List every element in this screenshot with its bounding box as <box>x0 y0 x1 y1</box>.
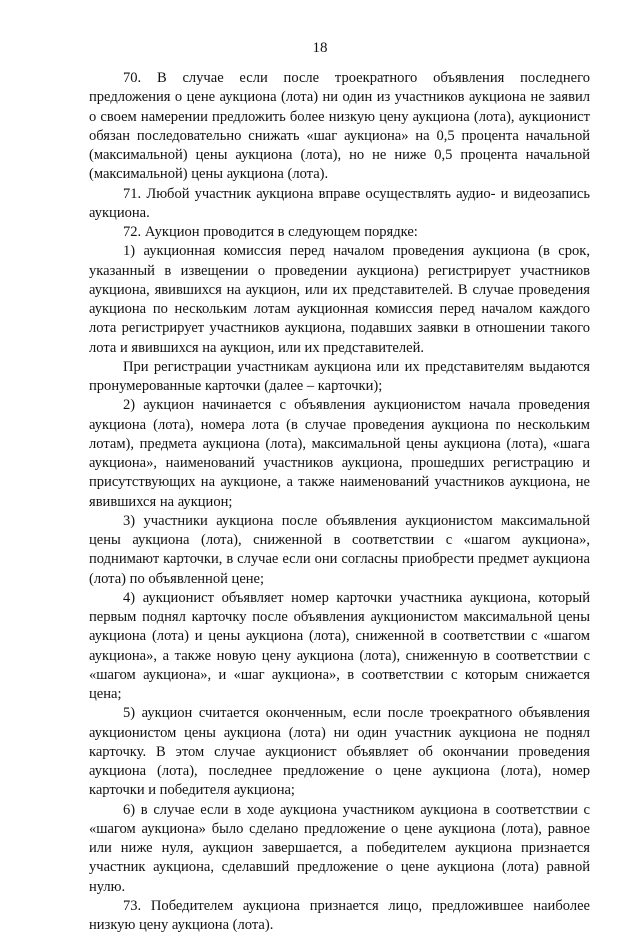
paragraph-72-item-1: 1) аукционная комиссия перед началом проведения аукциона (в срок, указанный в извещении о проведении аукциона) регистрирует участников аукциона, явившихся на аукцион, или их представителей. В случае проведения аукциона по нескольким лотам аукционная комиссия перед началом каждого лота регистрирует участников аукциона, подавших заявки в отношении такого лота и явившихся на аукцион, или их представителей. <box>89 243 590 356</box>
paragraph-72-item-2: 2) аукцион начинается с объявления аукционистом начала проведения аукциона (лота), номера лота (в случае проведения аукциона по нескольким лотам), предмета аукциона (лота), максимальной цены аукциона (лота), «шага аукциона», наименований участников аукциона, прошедших регистрацию и присутствующих на аукционе, а также наименований участников аукциона, не явившихся на аукцион; <box>89 397 590 510</box>
paragraph-70: 70. В случае если после троекратного объявления последнего предложения о цене аукциона (лота) ни один из участников аукциона не заявил о своем намерении предложить более низкую цену аукциона (лота), аукционист обязан последовательно снижать «шаг аукциона» на 0,5 процента начальной (максимальной) цены аукциона (лота), но не ниже 0,5 процента начальной (максимальной) цены аукциона (лота). <box>89 70 590 183</box>
paragraph-72-item-4: 4) аукционист объявляет номер карточки участника аукциона, который первым поднял карточку после объявления аукционистом максимальной цены аукциона (лота) и цены аукциона (лота), сниженной в соответствии с «шагом аукциона», а также новую цену аукциона (лота), сниженную в соответствии с «шагом аукциона», и «шаг аукциона», в соответствии с которым снижается цена; <box>89 589 590 702</box>
paragraph-71: 71. Любой участник аукциона вправе осуществлять аудио- и видеозапись аукциона. <box>89 185 590 221</box>
paragraph-73: 73. Победителем аукциона признается лицо, предложившее наиболее низкую цену аукциона (лота). <box>89 897 590 933</box>
paragraph-72: 72. Аукцион проводится в следующем порядке: <box>123 224 418 240</box>
paragraph-72-item-5: 5) аукцион считается оконченным, если после троекратного объявления аукционистом цены аукциона (лота) ни один участник аукциона не поднял карточку. В этом случае аукционист объявляет об окончании проведения аукциона (лота), последнее предложение о цене аукциона (лота), номер карточки и победителя аукциона; <box>89 705 590 799</box>
document-body <box>89 69 590 935</box>
paragraph-72-item-1-cards: При регистрации участникам аукциона или их представителям выдаются пронумерованные карточки (далее – карточки); <box>89 358 590 394</box>
paragraph-72-item-3: 3) участники аукциона после объявления аукционистом максимальной цены аукциона (лота), сниженной в соответствии с «шагом аукциона», поднимают карточки, в случае если они согласны приобрести предмет аукциона (лота) по объявленной цене; <box>89 512 590 587</box>
page-number: 18 <box>312 40 328 56</box>
paragraph-72-item-6: 6) в случае если в ходе аукциона участником аукциона в соответствии с «шагом аукциона» было сделано предложение о цене аукциона (лота), равное или ниже нуля, аукцион завершается, а победителем аукциона признается участник аукциона, сделавший предложение о цене аукциона (лота) равной нулю. <box>89 801 590 895</box>
